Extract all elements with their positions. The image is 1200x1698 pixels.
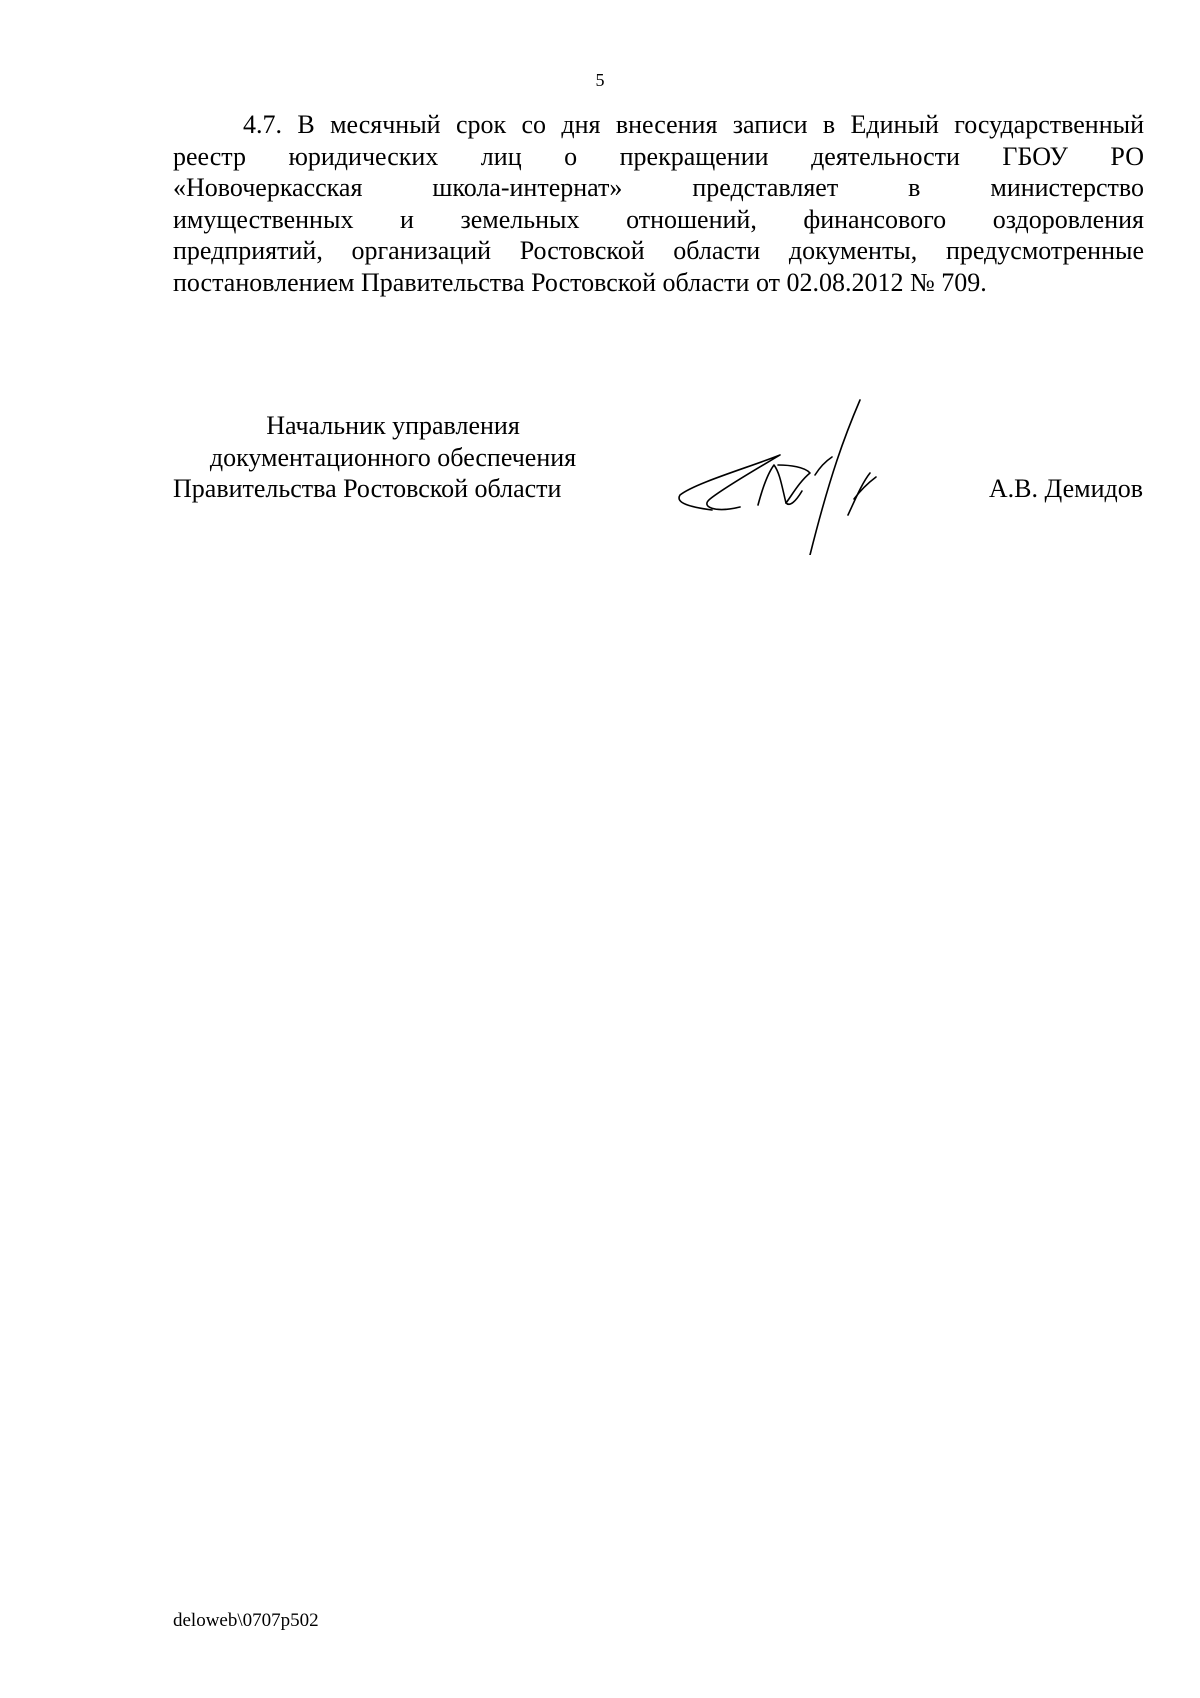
paragraph-line: предприятий, организаций Ростовской области документы, предусмотренные bbox=[173, 236, 1144, 265]
signer-position bbox=[173, 410, 613, 505]
paragraph-line: имущественных и земельных отношений, финансового оздоровления bbox=[173, 204, 1144, 234]
paragraph-line: «Новочеркасская школа-интернат» представляет в министерство bbox=[173, 173, 1144, 202]
signer-position-line: Правительства Ростовской области bbox=[173, 474, 562, 503]
signer-name: А.В. Демидов bbox=[988, 474, 1143, 503]
paragraph-4-7 bbox=[173, 109, 1144, 298]
paragraph-line: реестр юридических лиц о прекращении деятельности ГБОУ РО bbox=[173, 141, 1144, 171]
signer-position-line: документационного обеспечения bbox=[209, 442, 577, 472]
paragraph-line: 4.7. В месячный срок со дня внесения записи в Единый государственный bbox=[243, 110, 1144, 139]
paragraph-line: постановлением Правительства Ростовской области от 02.08.2012 № 709. bbox=[173, 267, 987, 297]
document-code: deloweb\0707p502 bbox=[173, 1610, 319, 1631]
handwritten-signature bbox=[650, 395, 930, 555]
page-number: 5 bbox=[595, 70, 605, 90]
signer-position-line: Начальник управления bbox=[266, 411, 520, 440]
